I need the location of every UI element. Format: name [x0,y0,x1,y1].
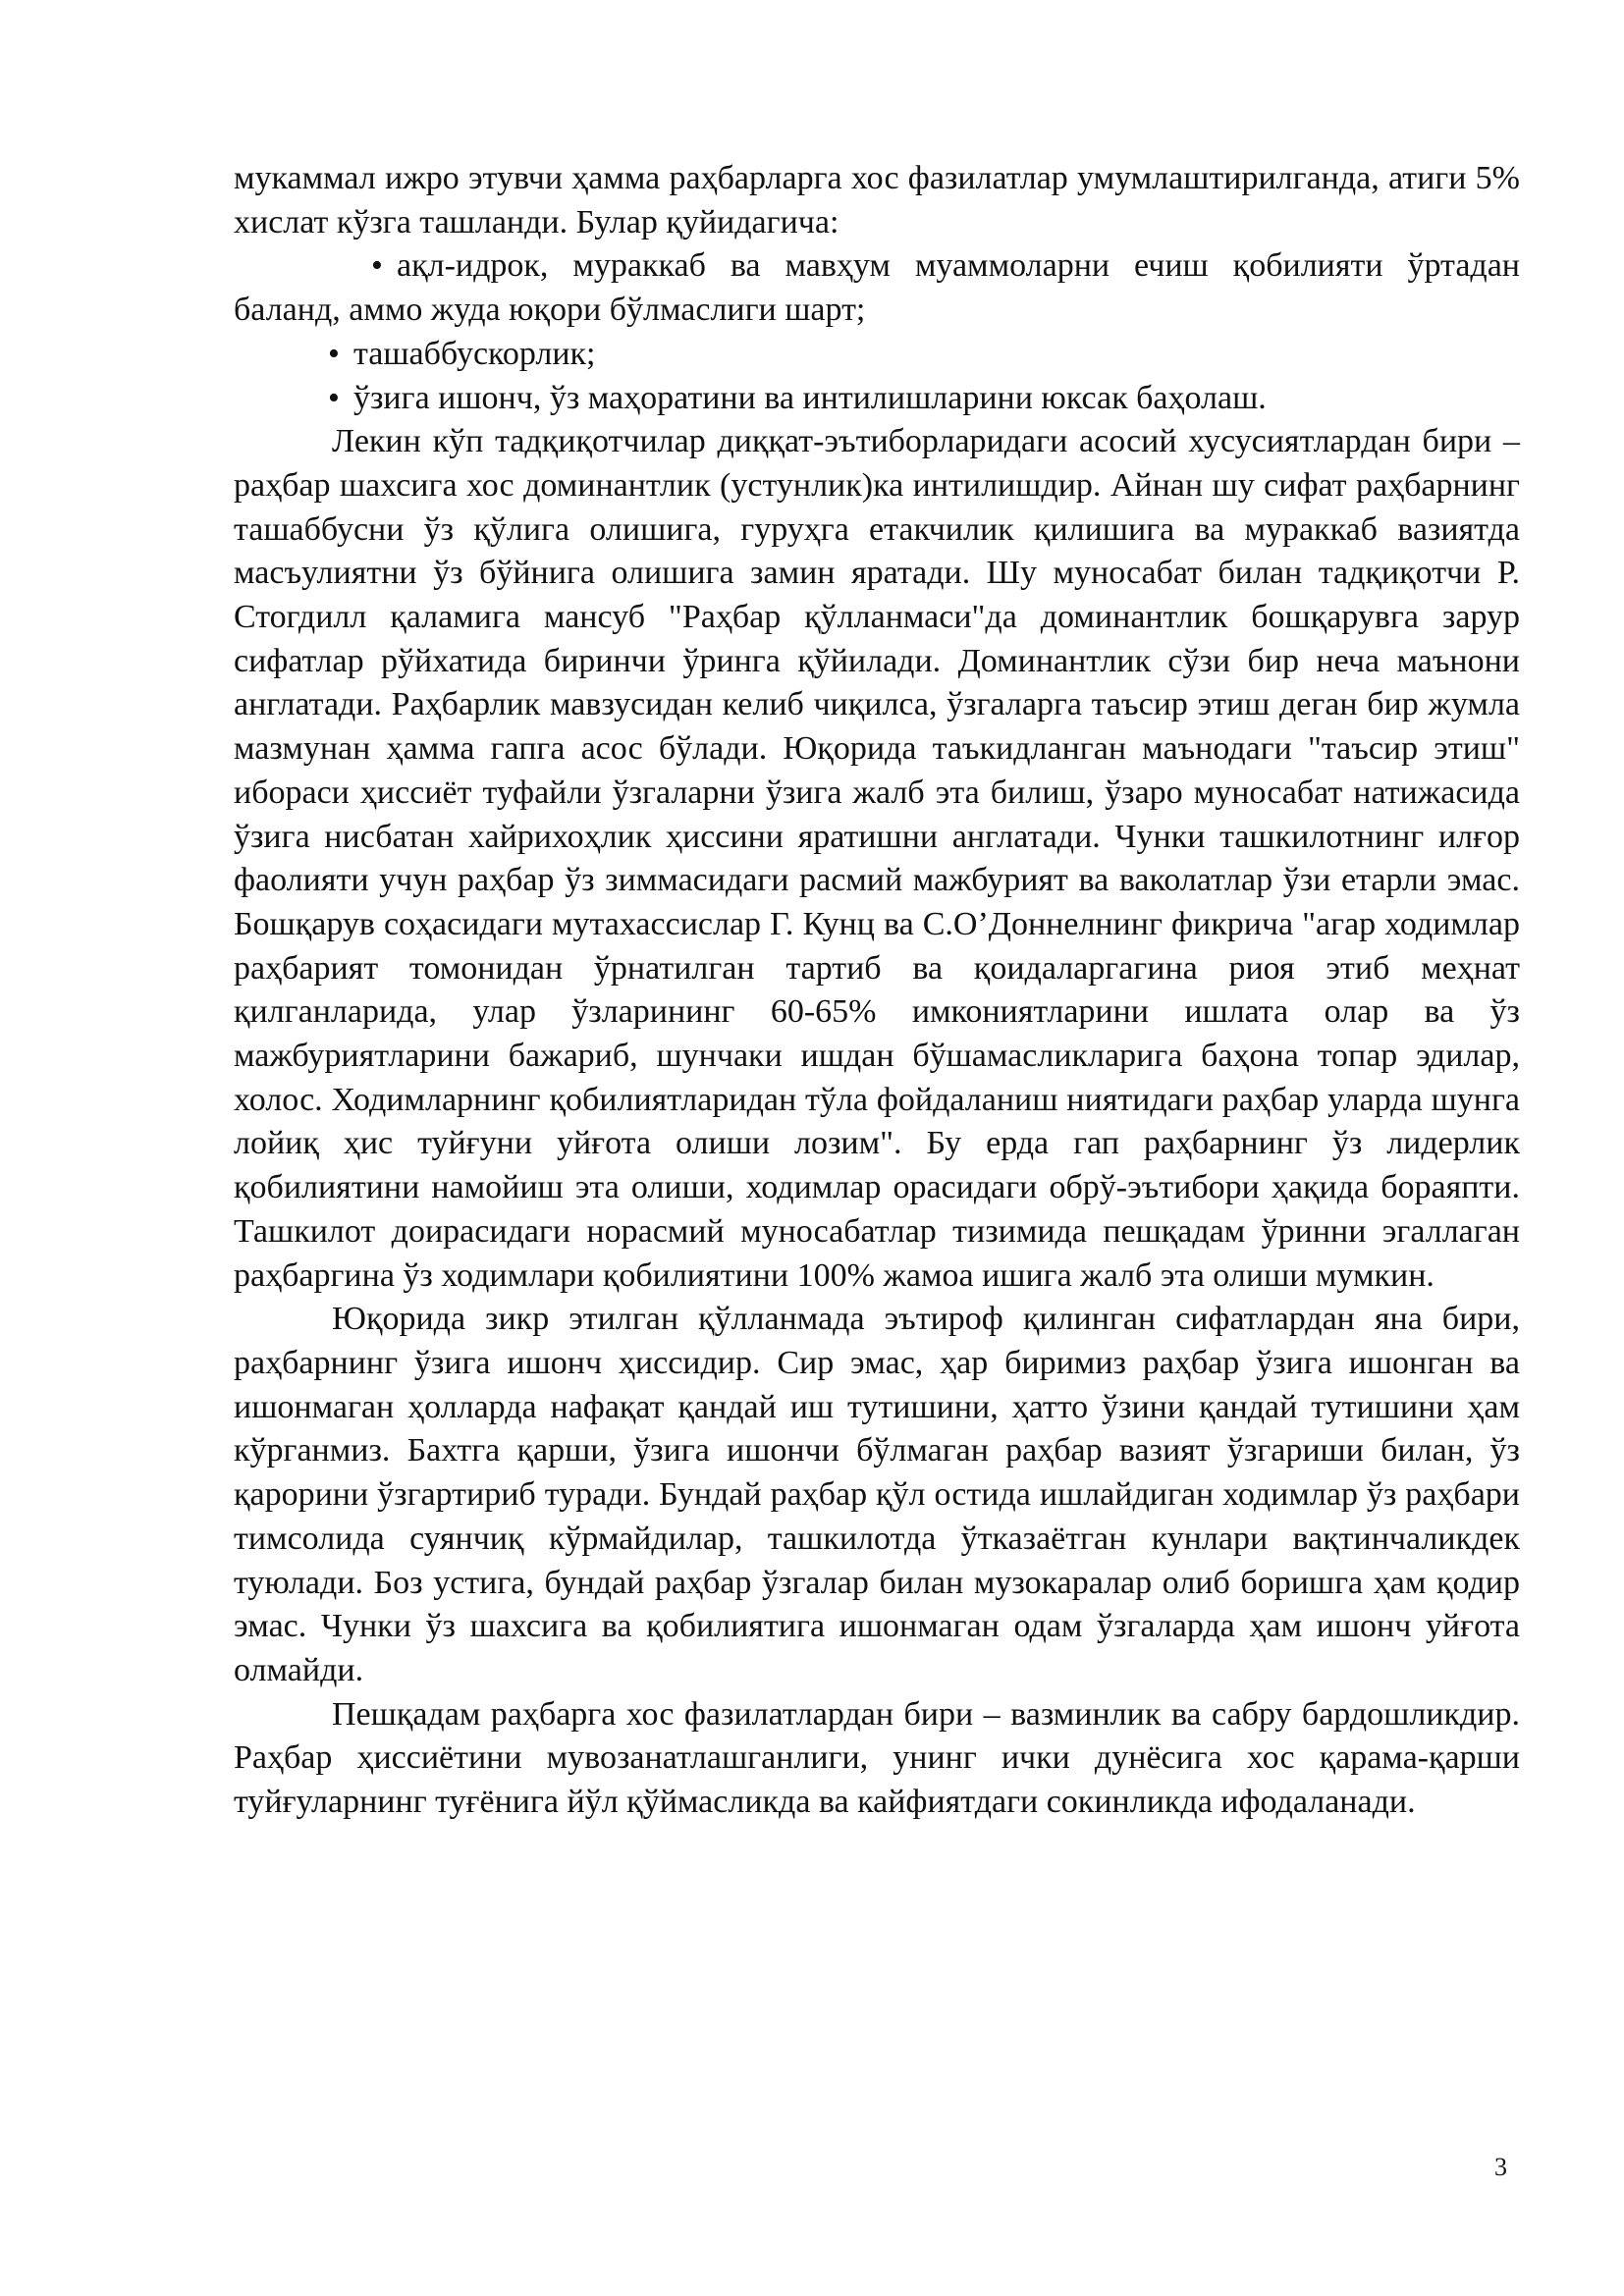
body-paragraph: Пешқадам раҳбарга хос фазилатлардан бири – вазминлик ва сабру бардошликдир. Раҳбар ҳиссиётини мувозанатлашганлиги, унинг ички дунёсига хос қарама-қарши туйғуларнинг туғёнига йўл қўймасликда ва кайфиятдаги сокинликда ифодаланади. [234,1695,1520,1821]
bullet-text: ўзига ишонч, ўз маҳоратини ва интилишларини юксак баҳолаш. [353,379,1267,416]
intro-paragraph: мукаммал ижро этувчи ҳамма раҳбарларга хос фазилатлар умумлаштирилганда, атиги 5% хислат кўзга ташланди. Булар қуйидагича: [234,160,1520,240]
body-paragraph: Лекин кўп тадқиқотчилар диққат-эътиборларидаги асосий хусусиятлардан бири – раҳбар шахсига хос доминантлик (устунлик)ка интилишдир. Айнан шу сифат раҳбарнинг ташаббусни ўз қўлига олишига, гуруҳга етакчилик қилишига ва мураккаб вазиятда масъулиятни ўз бўйнига олишига замин яратади. Шу муносабат билан тадқиқотчи Р. Стогдилл қаламига мансуб "Раҳбар қўлланмаси"да доминантлик бошқарувга зарур сифатлар рўйхатида биринчи ўринга қўйилади. Доминантлик сўзи бир неча маънони англатади. Раҳбарлик мавзусидан келиб чиқилса, ўзгаларга таъсир этиш деган бир жумла мазмунан ҳамма гапга асос бўлади. Юқорида таъкидланган маънодаги "таъсир этиш" ибораси ҳиссиёт туфайли ўзгаларни ўзига жалб эта билиш, ўзаро муносабат натижасида ўзига нисбатан хайрихоҳлик ҳиссини яратишни англатади. Чунки ташкилотнинг илғор фаолияти учун раҳбар ўз зиммасидаги расмий мажбурият ва ваколатлар ўзи етарли эмас. Бошқарув соҳасидаги мутахассислар Г. Кунц ва С.О’Доннелнинг фикрича "агар ходимлар раҳбарият томонидан ўрнатилган тартиб ва қоидаларгагина риоя этиб меҳнат қилганларида, улар ўзларининг 60-65% имкониятларини ишлата олар ва ўз мажбуриятларини бажариб, шунчаки ишдан бўшамасликларига баҳона топар эдилар, холос. Ходимларнинг қобилиятларидан тўла фойдаланиш ниятидаги раҳбар уларда шунга лойиқ ҳис туйғуни уйғота олиши лозим". Бу ерда гап раҳбарнинг ўз лидерлик қобилиятини намойиш эта олиши, ходимлар орасидаги обрў-эътибори ҳақида бораяпти. Ташкилот доирасидаги норасмий муносабатлар тизимида пешқадам ўринни эгаллаган раҳбаргина ўз ходимлари қобилиятини 100% жамоа ишига жалб эта олиши мумкин. [234,423,1520,1294]
body-paragraph: Юқорида зикр этилган қўлланмада эътироф қилинган сифатлардан яна бири, раҳбарнинг ўзига ишонч ҳиссидир. Сир эмас, ҳар биримиз раҳбар ўзига ишонган ва ишонмаган ҳолларда нафақат қандай иш тутишини, ҳатто ўзини қандай тутишини ҳам кўрганмиз. Бахтга қарши, ўзига ишончи бўлмаган раҳбар вазият ўзгариши билан, ўз қарорини ўзгартириб туради. Бундай раҳбар қўл остида ишлайдиган ходимлар ўз раҳбари тимсолида суянчиқ кўрмайдилар, ташкилотда ўтказаётган кунлари вақтинчаликдек туюлади. Боз устига, бундай раҳбар ўзгалар билан музокаралар олиб боришга ҳам қодир эмас. Чунки ўз шахсига ва қобилиятига ишонмаган одам ўзгаларда ҳам ишонч уйғота олмайди. [234,1301,1520,1688]
document-page [234,157,1520,1825]
page-number: 3 [1494,2153,1507,2181]
bullet-text: ташаббускорлик; [353,335,596,372]
bullet-marker: • [371,247,383,285]
bullet-marker: • [328,335,340,372]
document-body [234,157,1520,1825]
bullet-item [234,333,1520,377]
bullet-item [234,244,1520,332]
bullet-text: ақл-идрок, мураккаб ва мавҳум муаммоларни ечиш қобилияти ўртадан баланд, аммо жуда юқори бўлмаслиги шарт; [234,247,1520,329]
bullet-item [234,377,1520,421]
bullet-marker: • [328,379,340,416]
